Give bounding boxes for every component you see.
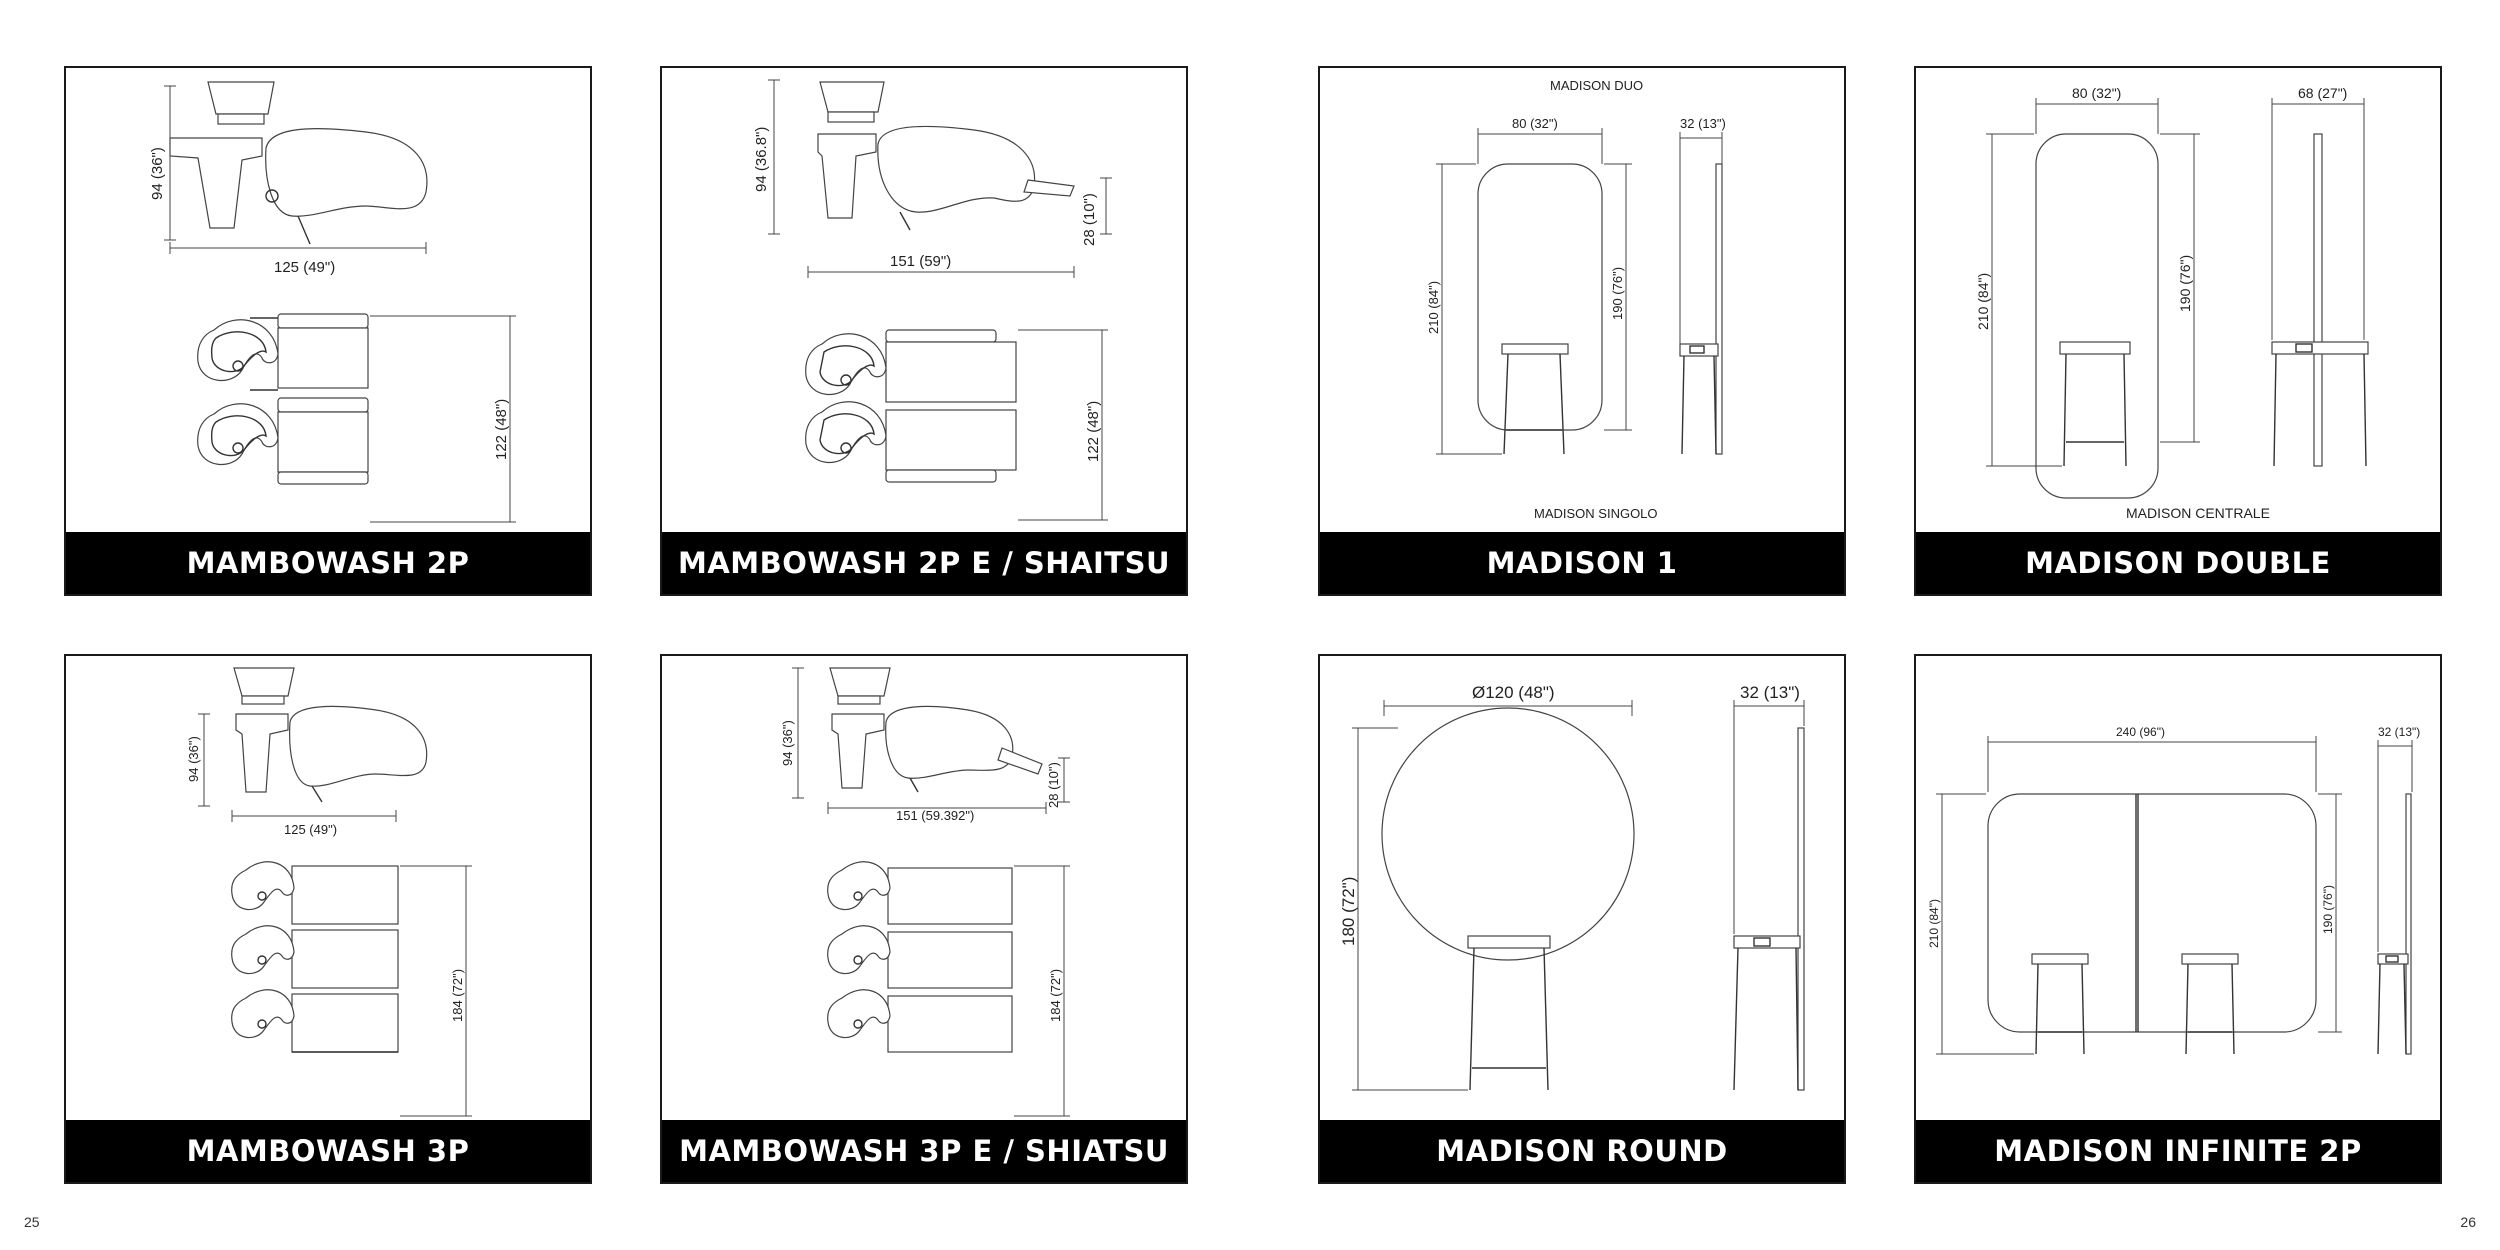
technical-drawing xyxy=(1916,656,2440,1120)
dim-depth: 32 (13") xyxy=(1740,683,1800,702)
front-view xyxy=(1426,116,1632,454)
bottom-caption: MADISON CENTRALE xyxy=(2126,505,2270,521)
top-view xyxy=(828,862,1070,1116)
page-number-left: 25 xyxy=(24,1214,40,1230)
technical-drawing xyxy=(66,68,590,532)
bottom-caption: MADISON SINGOLO xyxy=(1534,506,1658,521)
side-view xyxy=(780,668,1070,823)
product-card-mambowash-2p xyxy=(64,66,592,596)
front-view xyxy=(1927,725,2342,1054)
dim-width: 151 (59.392") xyxy=(896,808,975,823)
product-card-mambowash-2p-e-shaitsu xyxy=(660,66,1188,596)
technical-drawing xyxy=(1916,68,2440,532)
side-view xyxy=(2378,725,2420,1054)
product-card-madison-double xyxy=(1914,66,2442,596)
product-card-madison-infinite-2p xyxy=(1914,654,2442,1184)
top-view xyxy=(198,314,516,522)
dim-height: 210 (84") xyxy=(1975,272,1991,330)
page-number-right: 26 xyxy=(2460,1214,2476,1230)
dim-height: 94 (36") xyxy=(149,147,166,200)
dim-height: 94 (36") xyxy=(780,720,795,766)
product-title: MADISON ROUND xyxy=(1320,1120,1844,1182)
dim-depth: 32 (13") xyxy=(2378,725,2421,739)
side-view xyxy=(2272,85,2368,466)
dim-height: 94 (36.8") xyxy=(753,126,770,192)
technical-drawing xyxy=(1320,68,1844,532)
product-card-madison-1 xyxy=(1318,66,1846,596)
dim-mirror: 190 (76") xyxy=(2177,254,2193,312)
side-view xyxy=(149,82,427,276)
dim-height: 94 (36") xyxy=(186,736,201,782)
product-title: MADISON INFINITE 2P xyxy=(1916,1120,2440,1182)
dim-diameter: Ø120 (48") xyxy=(1472,683,1555,702)
product-card-mambowash-3p-e-shiatsu xyxy=(660,654,1188,1184)
dim-depth: 122 (48") xyxy=(493,398,510,460)
dim-step: 28 (10") xyxy=(1081,193,1098,246)
dim-width: 80 (32") xyxy=(1512,116,1558,131)
dim-width: 125 (49") xyxy=(274,259,336,276)
dim-width: 240 (96") xyxy=(2116,725,2165,739)
top-caption: MADISON DUO xyxy=(1550,78,1644,93)
dim-depth: 68 (27") xyxy=(2298,85,2348,101)
dim-width: 151 (59") xyxy=(890,253,952,270)
side-view xyxy=(753,80,1112,278)
product-title: MADISON 1 xyxy=(1320,532,1844,594)
dim-depth: 184 (72") xyxy=(1048,968,1063,1022)
dim-height: 210 (84") xyxy=(1927,899,1941,948)
technical-drawing xyxy=(1320,656,1844,1120)
product-title: MAMBOWASH 2P E / SHAITSU xyxy=(662,532,1186,594)
technical-drawing xyxy=(662,656,1186,1120)
top-view xyxy=(232,862,472,1116)
product-title: MAMBOWASH 2P xyxy=(66,532,590,594)
dim-step: 28 (10") xyxy=(1046,762,1061,808)
side-view xyxy=(186,668,427,837)
dim-width: 80 (32") xyxy=(2072,85,2122,101)
dim-depth: 122 (48") xyxy=(1085,400,1102,462)
front-view xyxy=(1975,85,2200,498)
dim-mirror: 190 (76") xyxy=(1610,266,1625,320)
dim-height: 180 (72") xyxy=(1339,876,1358,946)
side-view xyxy=(1734,683,1804,1090)
dim-width: 125 (49") xyxy=(284,822,338,837)
front-view xyxy=(1339,683,1634,1090)
product-card-mambowash-3p xyxy=(64,654,592,1184)
product-title: MAMBOWASH 3P E / SHIATSU xyxy=(662,1120,1186,1182)
product-title: MADISON DOUBLE xyxy=(1916,532,2440,594)
dim-depth: 32 (13") xyxy=(1680,116,1726,131)
technical-drawing xyxy=(66,656,590,1120)
dim-depth: 184 (72") xyxy=(450,968,465,1022)
dim-mirror: 190 (76") xyxy=(2321,885,2335,934)
technical-drawing xyxy=(662,68,1186,532)
product-card-madison-round xyxy=(1318,654,1846,1184)
top-view xyxy=(806,330,1108,520)
product-title: MAMBOWASH 3P xyxy=(66,1120,590,1182)
dim-height: 210 (84") xyxy=(1426,280,1441,334)
side-view xyxy=(1680,116,1726,454)
